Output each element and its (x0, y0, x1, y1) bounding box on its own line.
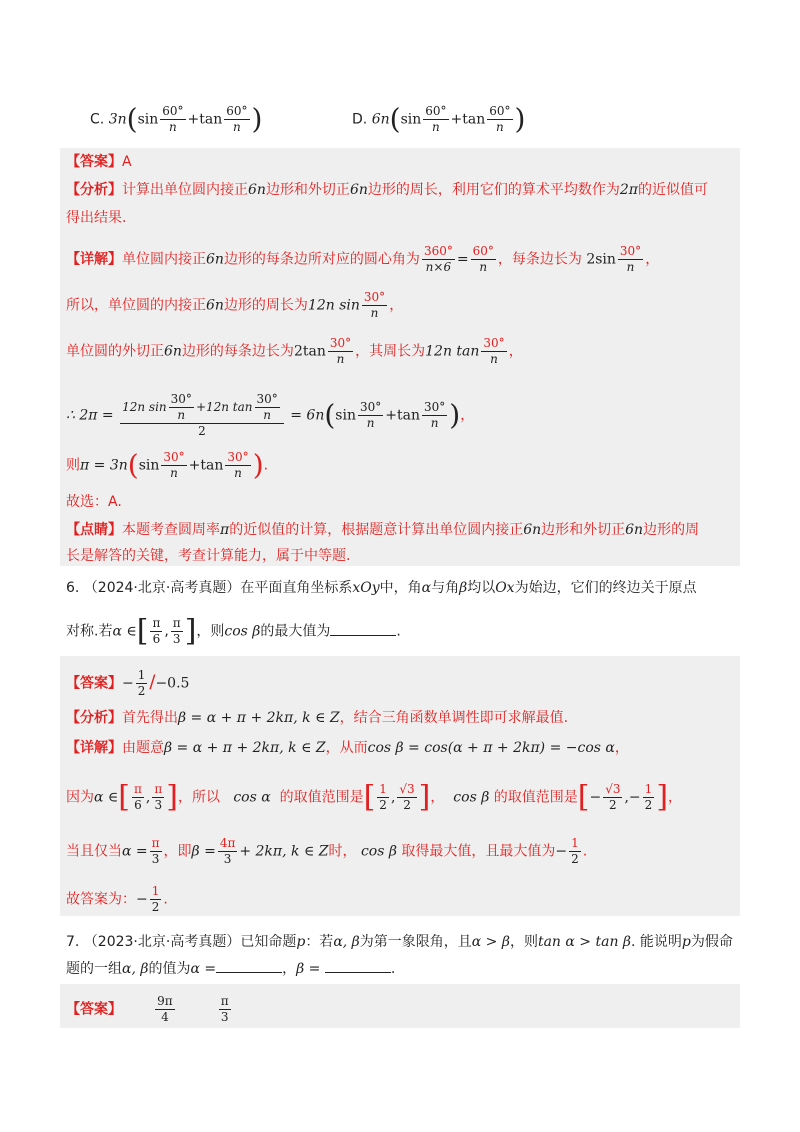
q6-detail-line2: 因为α ∈[ $\frac{\pi}{6}$ , $\frac{\pi}{3}$ ]，所以 cos α 的取值范围是[ $\frac{1}{2}$ , $\frac{√3}{2}$ ]， cos β 的取值范围是[− $\frac{√3}{2}$ ,− $\frac{1}{2}$ ]， (66, 779, 683, 815)
big-fraction: 12n sin $\frac{30^\circ}{n}$ +12n tan $\frac{30^\circ}{n}$ 2 (120, 392, 284, 439)
q6-stem-line1: 6. （2024·北京·高考真题）在平面直角坐标系xOy中，角α与角β均以Ox为始边，它们的终边关于原点 (66, 580, 697, 596)
fraction: $\frac{60^\circ}{n}$ (425, 104, 447, 134)
q5-choice: 故选：A. (66, 494, 122, 510)
alpha-blank[interactable] (216, 958, 282, 973)
q6-final: 故答案为：− $\frac{1}{2}$ . (66, 884, 168, 914)
q6-analysis: 【分析】首先得出β = α + π + 2kπ, k ∈ Z，结合三角函数单调性即可求解最值. (66, 710, 569, 726)
q5-detail-line4: ∴ 2π = 12n sin $\frac{30^\circ}{n}$ +12n tan $\frac{30^\circ}{n}$ 2 = 6n(sin $\frac{30^\circ}{n}$ +tan $\frac{30^\circ}{n}$ )， (66, 392, 475, 438)
option-c: C. 3n(sin $\frac{60^\circ}{n}$ +tan $\frac{60^\circ}{n}$ ) (90, 102, 263, 136)
q5-analysis-line1: 【分析】计算出单位圆内接正6n边形和外切正6n边形的周长，利用它们的算术平均数作为2π的近似值可 (66, 182, 708, 198)
option-d-label: D. (352, 111, 368, 128)
q6-answer: 【答案】− $\frac{1}{2}$ /−0.5 (66, 668, 190, 698)
q5-detail-line1: 【详解】单位圆内接正6n边形的每条边所对应的圆心角为 $\frac{360^\circ}{n\times 6}$ = $\frac{60^\circ}{n}$ ，每条边长为 2sin $\frac{30^\circ}{n}$ ， (66, 244, 660, 274)
q6-detail-line3: 当且仅当α = $\frac{\pi}{3}$ ，即β = $\frac{4\pi}{3}$ + 2kπ, k ∈ Z时， cos β 取得最大值，且最大值为− $\frac{1}{2}$ . (66, 836, 588, 866)
q6-detail-line1: 【详解】由题意β = α + π + 2kπ, k ∈ Z，从而cos β = cos(α + π + 2kπ) = −cos α， (66, 740, 629, 756)
fraction: $\frac{360^\circ}{n\times 6}$ (423, 244, 453, 274)
option-c-label: C. (90, 111, 105, 128)
q7-stem-line1: 7. （2023·北京·高考真题）已知命题p：若α, β为第一象限角，且α > β，则tan α > tan β. 能说明p为假命 (66, 934, 733, 950)
fraction: $\frac{30^\circ}{n}$ (329, 336, 352, 366)
option-d: D. 6n(sin $\frac{60^\circ}{n}$ +tan $\frac{60^\circ}{n}$ ) (352, 102, 526, 136)
beta-blank[interactable] (325, 958, 391, 973)
q7-stem-line2: 题的一组α, β的值为α = ，β = . (66, 958, 395, 979)
q5-analysis-line2: 得出结果. (66, 210, 127, 226)
q5-detail-line3: 单位圆的外切正6n边形的每条边长为2tan $\frac{30^\circ}{n}$ ，其周长为12n tan $\frac{30^\circ}{n}$ ， (66, 336, 523, 366)
q5-comment-line2: 长是解答的关键，考查计算能力，属于中等题. (66, 548, 351, 564)
fraction: $\frac{30^\circ}{n}$ (619, 244, 642, 274)
q5-detail-line5: 则π = 3n(sin $\frac{30^\circ}{n}$ +tan $\frac{30^\circ}{n}$ ). (66, 448, 269, 482)
fraction: $\frac{60^\circ}{n}$ (226, 104, 248, 134)
q6-stem-line2: 对称.若α ∈[ $\frac{\pi}{6}$ , $\frac{\pi}{3}$ ]，则cos β的最大值为 . (66, 613, 401, 649)
fraction: $\frac{60^\circ}{n}$ (472, 244, 494, 274)
q7-answer: 【答案】 $\frac{9\pi}{4}$ $\frac{\pi}{3}$ (66, 994, 229, 1024)
q5-answer: 【答案】A (66, 154, 132, 170)
answer-blank[interactable] (330, 621, 396, 636)
fraction: $\frac{30^\circ}{n}$ (363, 290, 386, 320)
fraction: $\frac{60^\circ}{n}$ (162, 104, 184, 134)
fraction: $\frac{30^\circ}{n}$ (483, 336, 505, 366)
q5-comment-line1: 【点睛】本题考查圆周率π的近似值的计算，根据题意计算出单位圆内接正6n边形和外切正6n边形的周 (66, 522, 700, 538)
option-c-coef: 3n (108, 111, 127, 128)
fraction: $\frac{60^\circ}{n}$ (489, 104, 511, 134)
option-d-coef: 6n (371, 111, 390, 128)
q5-detail-line2: 所以，单位圆的内接正6n边形的周长为12n sin $\frac{30^\circ}{n}$ ， (66, 290, 404, 320)
